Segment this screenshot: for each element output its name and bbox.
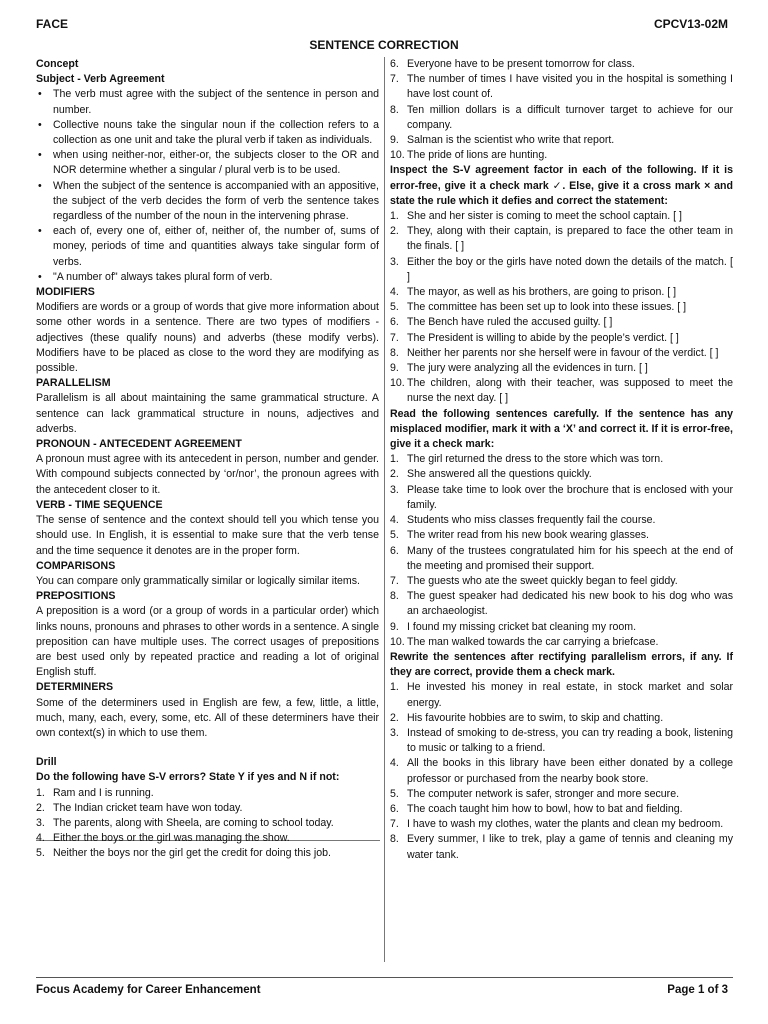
list-item: 6. The Bench have ruled the accused guilty. [ ]	[390, 316, 613, 329]
list-item: 2. His favourite hobbies are to swim, to skip and chatting.	[390, 711, 664, 724]
list-item: 8. Every summer, I like to trek, play a game of tennis and cleaning my water tank.	[390, 833, 733, 861]
parallelism-heading: PARALLELISM	[36, 377, 111, 390]
list-item: • Collective nouns take the singular noun if the collection refers to a collection as one unit and take the plural verb if taken as individuals.	[36, 118, 379, 148]
verb-time-text: The sense of sentence and the context should tell you which tense you should use. In English, it is essential to make sure that the verb tense and the time sequence it denotes are in the proper form.	[36, 514, 379, 557]
footer-org: Focus Academy for Career Enhancement	[36, 984, 261, 996]
list-item: 4. Either the boys or the girl was managing the show.	[36, 832, 290, 845]
drill-list-b	[390, 209, 733, 407]
list-item: 6. Many of the trustees congratulated him for his speech at the end of the meeting and promised their support.	[390, 544, 733, 572]
sv-heading: Subject - Verb Agreement	[36, 73, 165, 86]
pronoun-heading: PRONOUN - ANTECEDENT AGREEMENT	[36, 438, 242, 451]
list-item: 2. They, along with their captain, is prepared to face the other team in the finals. [ ]	[390, 225, 733, 253]
list-item: 5. Neither the boys nor the girl get the credit for doing this job.	[36, 847, 331, 860]
header-left: FACE	[36, 17, 69, 31]
list-item: 5. The writer read from his new book wearing glasses.	[390, 529, 649, 542]
list-item: 5. The computer network is safer, stronger and more secure.	[390, 787, 680, 800]
cross-mark-icon: ×	[704, 179, 711, 192]
list-item: 9. I found my missing cricket bat cleaning my room.	[390, 620, 637, 633]
parallelism-text: Parallelism is all about maintaining the same grammatical structure. A sentence can lack grammatical structure in nouns, adjectives and adverbs.	[36, 392, 379, 435]
instruction-c: Read the following sentences carefully. If the sentence has any misplaced modifier, mark it with a ‘X’ and correct it. If it is error-free, give it a check mark:	[390, 407, 733, 451]
list-item: 5. The committee has been set up to look into these issues. [ ]	[390, 301, 687, 314]
footer-rule	[36, 977, 733, 978]
drill-list-a-part2	[390, 57, 733, 163]
list-item: 3. The parents, along with Sheela, are coming to school today.	[36, 816, 334, 829]
concept-heading: Concept	[36, 58, 79, 70]
list-item: 8. Neither her parents nor she herself were in favour of the verdict. [ ]	[390, 346, 719, 359]
drill-list-c	[390, 452, 733, 650]
page-number: Page 1 of 3	[667, 984, 728, 996]
prepositions-heading: PREPOSITIONS	[36, 590, 116, 603]
right-column	[390, 57, 733, 863]
list-item: • "A number of" always takes plural form of verb.	[36, 270, 379, 285]
list-item: 10. The pride of lions are hunting.	[390, 149, 548, 162]
list-item: 4. All the books in this library have been either donated by a college professor or purchased from the nearby book store.	[390, 757, 733, 785]
list-item: 7. The President is willing to abide by the people’s verdict. [ ]	[390, 331, 679, 344]
list-item: 1. Ram and I is running.	[36, 786, 154, 799]
list-item: 9. Salman is the scientist who write that report.	[390, 134, 615, 147]
list-item: • each of, every one of, either of, neither of, the number of, sums of money, periods of time and quantities always take singular form of verbs.	[36, 224, 379, 270]
list-item: 3. Either the boy or the girls have noted down the details of the match. [ ]	[390, 255, 733, 283]
modifiers-text: Modifiers are words or a group of words that give more information about some other words in a sentence. There are two types of modifiers - adjectives (these qualify nouns) and adverbs (these modify verbs). Modifiers have to be placed as close to the word they are modifying as possible.	[36, 301, 379, 375]
drill-heading: Drill	[36, 756, 57, 769]
list-item: 7. I have to wash my clothes, water the plants and clean my bedroom.	[390, 818, 724, 831]
list-item: 6. The coach taught him how to bowl, how to bat and fielding.	[390, 802, 683, 815]
list-item: 7. The guests who ate the sweet quickly began to feel giddy.	[390, 574, 678, 587]
list-item: 8. The guest speaker had dedicated his new book to his dog who was an archaeologist.	[390, 590, 733, 618]
left-column	[36, 57, 379, 862]
list-item: 3. Please take time to look over the brochure that is enclosed with your family.	[390, 483, 733, 511]
pronoun-text: A pronoun must agree with its antecedent in person, number and gender. With compound subjects connected by ‘or/nor’, the pronoun agrees with the antecedent closer to it.	[36, 453, 379, 496]
modifiers-heading: MODIFIERS	[36, 286, 95, 299]
verb-time-heading: VERB - TIME SEQUENCE	[36, 498, 163, 511]
instruction-d: Rewrite the sentences after rectifying parallelism errors, if any. If they are correct, provide them a check mark.	[390, 650, 733, 679]
list-item: 9. The jury were analyzing all the evidences in turn. [ ]	[390, 362, 648, 375]
drill-instruction: Do the following have S-V errors? State Y if yes and N if not:	[36, 771, 340, 784]
list-item: 1. The girl returned the dress to the store which was torn.	[390, 453, 664, 466]
list-item: 1. She and her sister is coming to meet the school captain. [ ]	[390, 210, 682, 223]
list-item: • when using neither-nor, either-or, the subjects closer to the OR and NOR determine whether a singular / plural verb is to be used.	[36, 148, 379, 178]
sv-bullet-list	[36, 87, 379, 285]
list-item: 10. The children, along with their teacher, was supposed to meet the nurse the next day. [ ]	[390, 377, 733, 405]
list-item: 1. He invested his money in real estate, in stock market and solar energy.	[390, 681, 733, 709]
list-item: 7. The number of times I have visited you in the hospital is something I have lost count of.	[390, 73, 733, 101]
list-item: 2. The Indian cricket team have won today.	[36, 801, 243, 814]
drill-list-d	[390, 680, 733, 862]
instruction-b: Inspect the S-V agreement factor in each of the following. If it is error-free, give it a check mark ✓. Else, give it a cross mark × and state the rule which it defies and correct the statement:	[390, 164, 733, 207]
column-divider	[384, 57, 385, 962]
list-item: • When the subject of the sentence is accompanied with an appositive, the subject of the verb decides the form of verb the sentence takes regardless of the number of the noun in the intervening phrase.	[36, 179, 379, 225]
list-item: 4. The mayor, as well as his brothers, are going to prison. [ ]	[390, 286, 677, 299]
determiners-heading: DETERMINERS	[36, 681, 114, 694]
header-right: CPCV13-02M	[653, 17, 728, 31]
check-mark-icon: ✓	[552, 179, 563, 192]
prepositions-text: A preposition is a word (or a group of words in a particular order) which links nouns, pronouns and phrases to other words in a sentence. A single preposition can have multiple uses. The correct usages of prepositions are best used only by repeated practice and reading a lot of original English stuff.	[36, 605, 379, 679]
list-item: 8. Ten million dollars is a difficult turnover target to achieve for our company.	[390, 103, 733, 131]
list-item: 10. The man walked towards the car carrying a briefcase.	[390, 635, 659, 648]
list-item: 6. Everyone have to be present tomorrow for class.	[390, 58, 635, 70]
list-item: • The verb must agree with the subject of the sentence in person and number.	[36, 87, 379, 117]
list-item: 3. Instead of smoking to de-stress, you can try reading a book, listening to music or talking to a friend.	[390, 726, 733, 755]
list-item: 2. She answered all the questions quickly.	[390, 468, 592, 481]
page-title: SENTENCE CORRECTION	[309, 38, 459, 52]
determiners-text: Some of the determiners used in English are few, a few, little, a little, much, many, each, every, some, etc. All of these determiners have their own context(s) in which to use them.	[36, 696, 379, 739]
comparisons-text: You can compare only grammatically similar or logically similar items.	[36, 574, 360, 587]
drill-list-a-part1	[36, 786, 379, 862]
list-item: 4. Students who miss classes frequently fail the course.	[390, 514, 656, 527]
comparisons-heading: COMPARISONS	[36, 559, 116, 572]
